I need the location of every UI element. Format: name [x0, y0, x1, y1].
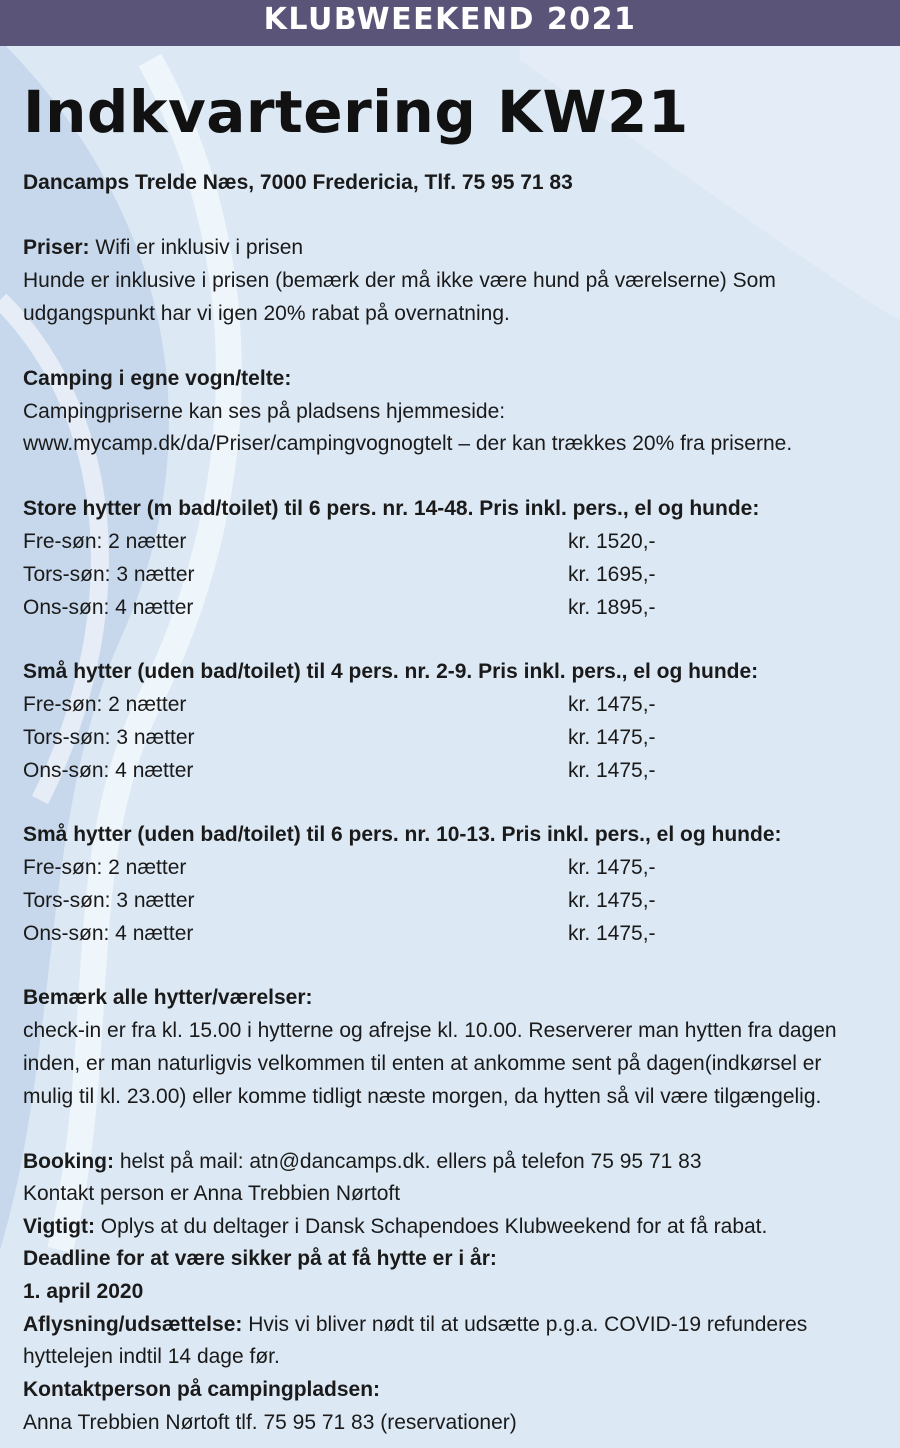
cabin-price: kr. 1475,-: [568, 693, 656, 716]
booking-contact: Kontakt person er Anna Trebbien Nørtoft: [23, 1182, 401, 1205]
cabin-price: kr. 1475,-: [568, 889, 656, 912]
header-title: KLUBWEEKEND 2021: [263, 1, 637, 37]
cabin-period: Fre-søn: 2 nætter: [23, 693, 187, 716]
camping-heading: Camping i egne vogn/telte:: [23, 367, 292, 390]
booking-line: [23, 1147, 702, 1177]
prices-line-1: [23, 233, 303, 263]
prices-line-2: Hunde er inklusive i prisen (bemærk der må ikke være hund på værelserne) Som: [23, 269, 776, 292]
cabin-1-heading: Store hytter (m bad/toilet) til 6 pers. nr. 14-48. Pris inkl. pers., el og hunde:: [23, 497, 760, 520]
note-line-1: check-in er fra kl. 15.00 i hytterne og afrejse kl. 10.00. Reserverer man hytten fra dagen: [23, 1019, 837, 1042]
cabin-period: Ons-søn: 4 nætter: [23, 922, 194, 945]
campsite-contact-text: Anna Trebbien Nørtoft tlf. 75 95 71 83 (reservationer): [23, 1411, 517, 1434]
cabin-period: Ons-søn: 4 nætter: [23, 759, 194, 782]
address-line: Dancamps Trelde Næs, 7000 Fredericia, Tlf. 75 95 71 83: [23, 171, 573, 194]
cabin-price: kr. 1520,-: [568, 530, 656, 553]
important-text: Oplys at du deltager i Dansk Schapendoes Klubweekend for at få rabat.: [94, 1215, 768, 1238]
cancellation-label: Aflysning/udsættelse:: [23, 1313, 243, 1336]
cabin-2-row: [23, 723, 883, 753]
cabin-2-row: [23, 690, 883, 720]
cabin-price: kr. 1475,-: [568, 726, 656, 749]
cancellation-line: [23, 1310, 807, 1340]
cabin-1-row: [23, 527, 883, 557]
deadline-date: 1. april 2020: [23, 1280, 144, 1303]
camping-line-1: Campingpriserne kan ses på pladsens hjemmeside:: [23, 400, 506, 423]
cabin-2-heading: Små hytter (uden bad/toilet) til 4 pers. nr. 2-9. Pris inkl. pers., el og hunde:: [23, 660, 759, 683]
important-line: [23, 1212, 767, 1242]
cabin-3-heading: Små hytter (uden bad/toilet) til 6 pers. nr. 10-13. Pris inkl. pers., el og hunde:: [23, 823, 782, 846]
deadline-heading: Deadline for at være sikker på at få hytte er i år:: [23, 1247, 497, 1270]
cabin-period: Fre-søn: 2 nætter: [23, 530, 187, 553]
prices-label: Priser:: [23, 236, 90, 259]
note-line-3: mulig til kl. 23.00) eller komme tidligt næste morgen, da hytten så vil være tilgængelig.: [23, 1085, 822, 1108]
campsite-contact-heading: Kontaktperson på campingpladsen:: [23, 1378, 381, 1401]
cabin-3-row: [23, 853, 883, 883]
cabin-3-row: [23, 919, 883, 949]
cancellation-line-2: hyttelejen indtil 14 dage før.: [23, 1345, 280, 1368]
note-heading: Bemærk alle hytter/værelser:: [23, 986, 313, 1009]
cabin-price: kr. 1475,-: [568, 856, 656, 879]
cabin-1-row: [23, 593, 883, 623]
important-label: Vigtigt:: [23, 1215, 95, 1238]
cabin-period: Fre-søn: 2 nætter: [23, 856, 187, 879]
camping-line-2: www.mycamp.dk/da/Priser/campingvognogtelt – der kan trækkes 20% fra priserne.: [23, 432, 793, 455]
cabin-price: kr. 1475,-: [568, 759, 656, 782]
cabin-price: kr. 1895,-: [568, 596, 656, 619]
cabin-3-row: [23, 886, 883, 916]
cabin-2-row: [23, 756, 883, 786]
page-title: Indkvartering KW21: [23, 78, 689, 146]
cabin-period: Tors-søn: 3 nætter: [23, 889, 195, 912]
header-banner: [0, 0, 900, 46]
booking-text: helst på mail: atn@dancamps.dk. ellers på telefon 75 95 71 83: [113, 1150, 702, 1173]
cabin-period: Ons-søn: 4 nætter: [23, 596, 194, 619]
cabin-price: kr. 1475,-: [568, 922, 656, 945]
cabin-1-row: [23, 560, 883, 590]
note-line-2: inden, er man naturligvis velkommen til enten at ankomme sent på dagen(indkørsel er: [23, 1052, 822, 1075]
booking-label: Booking:: [23, 1150, 114, 1173]
cabin-price: kr. 1695,-: [568, 563, 656, 586]
cancellation-text: Hvis vi bliver nødt til at udsætte p.g.a. COVID-19 refunderes: [242, 1313, 808, 1336]
cabin-period: Tors-søn: 3 nætter: [23, 726, 195, 749]
prices-line-3: udgangspunkt har vi igen 20% rabat på overnatning.: [23, 302, 510, 325]
prices-text: Wifi er inklusiv i prisen: [89, 236, 304, 259]
cabin-period: Tors-søn: 3 nætter: [23, 563, 195, 586]
